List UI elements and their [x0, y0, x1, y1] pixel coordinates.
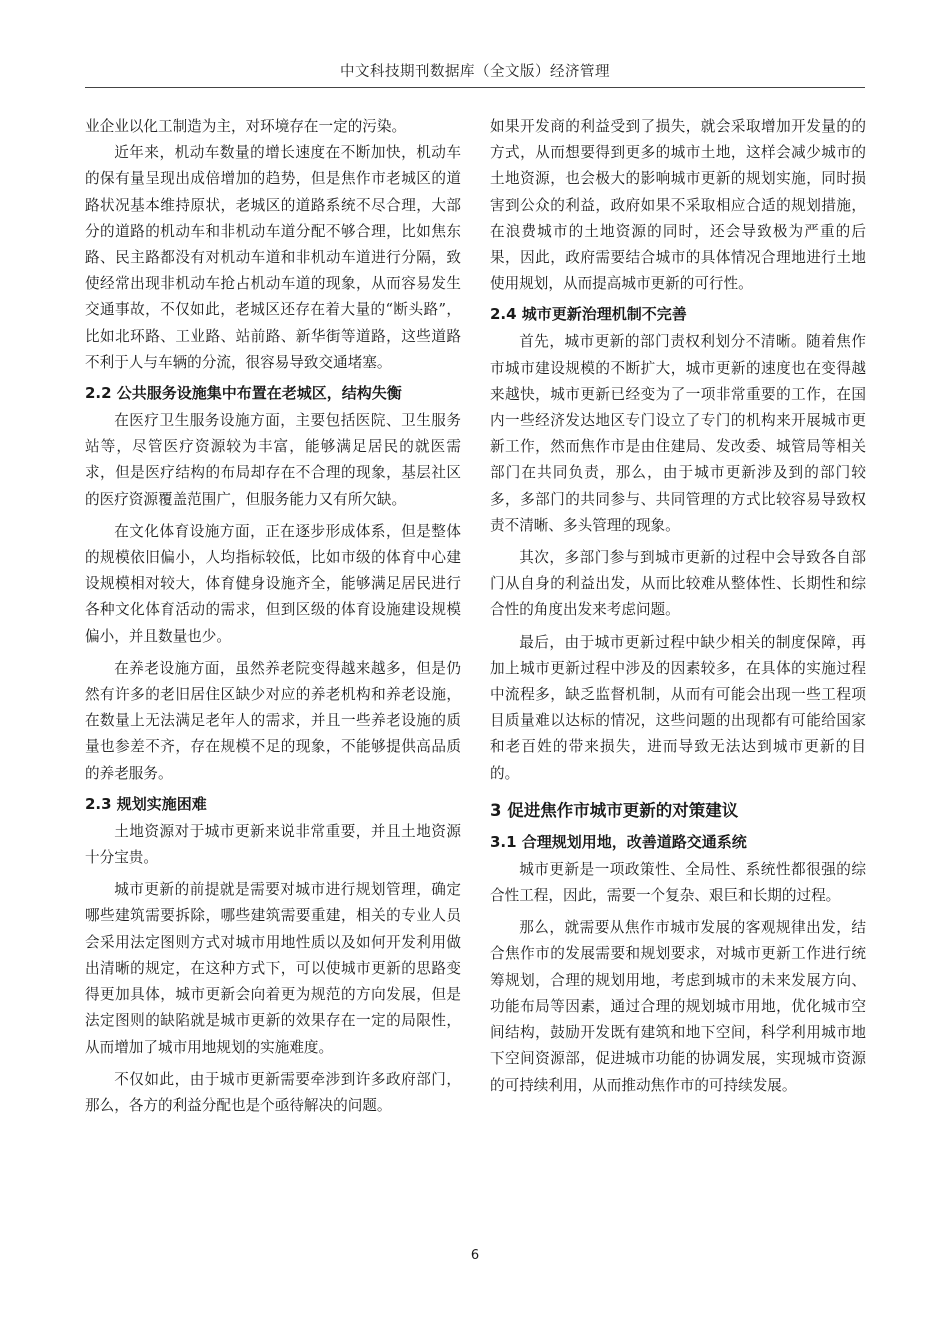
paragraph: 在文化体育设施方面，正在逐步形成体系，但是整体的规模依旧偏小，人均指标较低，比如市级的体育中心建设规模相对较大，体育健身设施齐全，能够满足居民进行各种文化体育活动的需求，但到区级的体育设施建设规模偏小，并且数量也少。	[85, 522, 461, 645]
paragraph: 城市更新的前提就是需要对城市进行规划管理，确定哪些建筑需要拆除，哪些建筑需要重建，相关的专业人员会采用法定图则方式对城市用地性质以及如何开发利用做出清晰的规定，在这种方式下，可以使城市更新的思路变得更加具体，城市更新会向着更为规范的方向发展，但是法定图则的缺陷就是城市更新的效果存在一定的局限性，从而增加了城市用地规划的实施难度。	[85, 881, 461, 1056]
section-heading-3-1: 3.1 合理规划用地，改善道路交通系统	[490, 832, 747, 851]
section-heading-3: 3 促进焦作市城市更新的对策建议	[490, 800, 739, 820]
section-heading-2-2: 2.2 公共服务设施集中布置在老城区，结构失衡	[85, 384, 402, 403]
section-heading-2-3: 2.3 规划实施困难	[85, 794, 207, 813]
paragraph: 那么，就需要从焦作市城市发展的客观规律出发，结合焦作市的发展需要和规划要求，对城市更新工作进行统筹规划，合理的规划用地，考虑到城市的未来发展方向、功能布局等因素，通过合理的规划城市用地，优化城市空间结构，鼓励开发既有建筑和地下空间，科学利用城市地下空间资源部，促进城市功能的协调发展，实现城市资源的可持续利用，从而推动焦作市的可持续发展。	[490, 919, 866, 1094]
paragraph: 首先，城市更新的部门责权利划分不清晰。随着焦作市城市建设规模的不断扩大，城市更新的速度也在变得越来越快，城市更新已经变为了一项非常重要的工作，在国内一些经济发达地区专门设立了专门的机构来开展城市更新工作，然而焦作市是由住建局、发改委、城管局等相关部门在共同负责，那么，由于城市更新涉及到的部门较多，多部门的共同参与、共同管理的方式比较容易导致权责不清晰、多头管理的现象。	[490, 333, 866, 534]
paragraph: 土地资源对于城市更新来说非常重要，并且土地资源十分宝贵。	[85, 822, 461, 867]
paragraph: 如果开发商的利益受到了损失，就会采取增加开发量的的方式，从而想要得到更多的城市土地，这样会减少城市的土地资源，也会极大的影响城市更新的规划实施，同时损害到公众的利益，政府如果不采取相应合适的规划措施，在浪费城市的土地资源的同时，还会导致极为严重的后果，因此，政府需要结合城市的具体情况合理地进行土地使用规划，从而提高城市更新的可行性。	[490, 118, 866, 293]
paragraph: 业企业以化工制造为主，对环境存在一定的污染。	[85, 118, 407, 135]
section-heading-2-4: 2.4 城市更新治理机制不完善	[490, 305, 687, 324]
right-column	[490, 114, 866, 1099]
header-divider	[85, 87, 865, 88]
paragraph: 在医疗卫生服务设施方面，主要包括医院、卫生服务站等，尽管医疗资源较为丰富，能够满足居民的就医需求，但是医疗结构的布局却存在不合理的现象，基层社区的医疗资源覆盖范围广，但服务能力又有所欠缺。	[85, 412, 461, 508]
paragraph: 最后，由于城市更新过程中缺少相关的制度保障，再加上城市更新过程中涉及的因素较多，在具体的实施过程中流程多，缺乏监督机制，从而有可能会出现一些工程项目质量难以达标的情况，这些问题的出现都有可能给国家和老百姓的带来损失，进而导致无法达到城市更新的目的。	[490, 633, 866, 782]
paragraph: 其次，多部门参与到城市更新的过程中会导致各自部门从自身的利益出发，从而比较难从整体性、长期性和综合性的角度出发来考虑问题。	[490, 549, 866, 619]
paragraph: 城市更新是一项政策性、全局性、系统性都很强的综合性工程，因此，需要一个复杂、艰巨和长期的过程。	[490, 860, 866, 905]
paragraph: 在养老设施方面，虽然养老院变得越来越多，但是仍然有许多的老旧居住区缺少对应的养老机构和养老设施，在数量上无法满足老年人的需求，并且一些养老设施的质量也参差不齐，存在规模不足的现象，不能够提供高品质的养老服务。	[85, 659, 461, 782]
left-column	[85, 114, 461, 1119]
page-number: 6	[470, 1248, 480, 1263]
journal-header: 中文科技期刊数据库（全文版）经济管理	[340, 64, 610, 80]
paragraph: 近年来，机动车数量的增长速度在不断加快，机动车的保有量呈现出成倍增加的趋势，但是焦作市老城区的道路状况基本维持原状，老城区的道路系统不尽合理，大部分的道路的机动车和非机动车道分配不够合理，比如焦东路、民主路都没有对机动车道和非机动车道进行分隔，致使经常出现非机动车抢占机动车道的现象，从而容易发生交通事故，不仅如此，老城区还存在着大量的“断头路”，比如北环路、工业路、站前路、新华街等道路，这些道路不利于人与车辆的分流，很容易导致交通堵塞。	[85, 144, 461, 371]
paragraph: 不仅如此，由于城市更新需要牵涉到许多政府部门，那么，各方的利益分配也是个亟待解决的问题。	[85, 1070, 461, 1114]
